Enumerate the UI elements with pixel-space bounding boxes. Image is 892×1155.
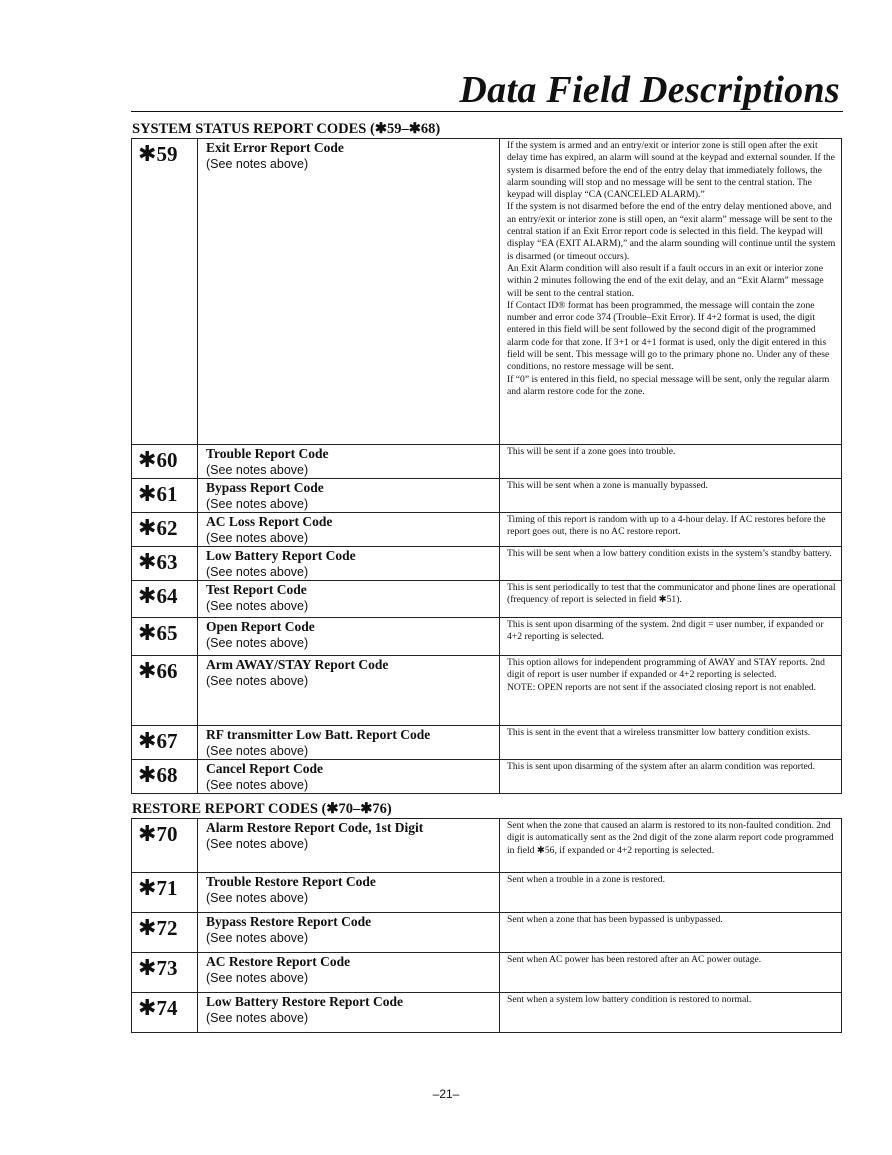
field-cell xyxy=(132,139,198,445)
table-row xyxy=(132,760,842,794)
field-number-value: 59 xyxy=(156,142,178,166)
asterisk-icon: ✱ xyxy=(138,447,157,472)
system-status-table xyxy=(131,138,842,794)
table-row xyxy=(132,656,842,726)
field-cell xyxy=(132,618,198,656)
see-notes-label: (See notes above) xyxy=(206,971,309,985)
see-notes-label: (See notes above) xyxy=(206,744,309,758)
field-number-value: 65 xyxy=(156,621,178,645)
description-text xyxy=(500,656,841,696)
field-number-value: 72 xyxy=(156,916,178,940)
field-cell xyxy=(132,760,198,794)
table-row xyxy=(132,993,842,1033)
description-text xyxy=(500,819,841,859)
name-cell xyxy=(198,581,500,618)
field-number-value: 67 xyxy=(156,729,178,753)
see-notes-label: (See notes above) xyxy=(206,674,309,688)
report-code-name: Trouble Restore Report Code xyxy=(206,874,376,889)
description-text xyxy=(500,913,841,928)
description-text xyxy=(500,726,841,741)
description-paragraph: This is sent periodically to test that the communicator and phone lines are operational (frequency of report is selected in field ✱51). xyxy=(507,582,836,606)
description-paragraph: This is sent upon disarming of the system after an alarm condition was reported. xyxy=(507,761,815,772)
description-cell xyxy=(500,656,842,726)
description-paragraph: Sent when a trouble in a zone is restored. xyxy=(507,874,665,885)
description-cell xyxy=(500,913,842,953)
field-number-value: 61 xyxy=(156,482,178,506)
field-number-value: 66 xyxy=(156,659,178,683)
name-cell xyxy=(198,547,500,581)
description-text xyxy=(500,479,841,494)
field-cell xyxy=(132,581,198,618)
asterisk-icon: ✱ xyxy=(138,583,157,608)
table-row xyxy=(132,618,842,656)
field-cell xyxy=(132,913,198,953)
field-number-value: 74 xyxy=(156,996,178,1020)
asterisk-icon: ✱ xyxy=(138,762,157,787)
description-paragraph: If the system is armed and an entry/exit or interior zone is still open after the exit delay time has expired, an alarm will sound at the keypad and external sounder. If the system is disarmed before the end of the entry delay that immediately follows, the alarm sounding will stop and no message will be sent to the central station. The keypad will display “CA (CANCELED ALARM).” xyxy=(507,140,835,201)
field-number xyxy=(132,581,197,608)
table-row xyxy=(132,547,842,581)
table-row xyxy=(132,873,842,913)
field-cell xyxy=(132,873,198,913)
description-text xyxy=(500,993,841,1008)
report-code-name: AC Restore Report Code xyxy=(206,954,351,969)
description-text xyxy=(500,445,841,460)
description-paragraph: If Contact ID® format has been programmed, the message will contain the zone number and error code 374 (Trouble–Exit Error). If 4+2 format is used, the digit entered in this field will be sent followed by the second digit of the programmed alarm code for that zone. If 3+1 or 4+1 format is used, only the digit entered in this field will be sent. This message will go to the primary phone no. Under any of these conditions, no restore message will be sent. xyxy=(507,299,830,373)
table-row xyxy=(132,913,842,953)
description-text xyxy=(500,618,841,646)
system-status-table-body xyxy=(132,139,842,794)
restore-heading: RESTORE REPORT CODES (✱70–✱76) xyxy=(132,801,392,817)
description-paragraph: Sent when AC power has been restored after an AC power outage. xyxy=(507,954,762,965)
field-cell xyxy=(132,445,198,479)
restore-table xyxy=(131,818,842,1033)
description-paragraph: Sent when the zone that caused an alarm is restored to its non-faulted condition. 2nd digit is automatically sent as the 2nd digit of the zone alarm report code programmed in field ✱56, if expanded or 4+2 reporting is selected. xyxy=(507,820,834,856)
asterisk-icon: ✱ xyxy=(138,915,157,940)
description-cell xyxy=(500,618,842,656)
table-row xyxy=(132,513,842,547)
see-notes-label: (See notes above) xyxy=(206,636,309,650)
description-paragraph: This is sent upon disarming of the system. 2nd digit = user number, if expanded or 4+2 reporting is selected. xyxy=(507,619,824,643)
field-number-value: 63 xyxy=(156,550,178,574)
description-paragraph: Sent when a zone that has been bypassed is unbypassed. xyxy=(507,914,723,925)
see-notes-label: (See notes above) xyxy=(206,931,309,945)
field-number xyxy=(132,873,197,900)
field-number xyxy=(132,726,197,753)
description-text xyxy=(500,513,841,541)
description-cell xyxy=(500,445,842,479)
report-code-name: Open Report Code xyxy=(206,619,315,634)
description-text xyxy=(500,760,841,775)
description-cell xyxy=(500,993,842,1033)
asterisk-icon: ✱ xyxy=(138,658,157,683)
field-number xyxy=(132,479,197,506)
field-number xyxy=(132,760,197,787)
asterisk-icon: ✱ xyxy=(138,141,157,166)
name-cell xyxy=(198,819,500,873)
description-paragraph: This will be sent if a zone goes into trouble. xyxy=(507,446,676,457)
description-cell xyxy=(500,581,842,618)
report-code-name: Arm AWAY/STAY Report Code xyxy=(206,657,389,672)
field-number xyxy=(132,656,197,683)
report-code-name: Bypass Restore Report Code xyxy=(206,914,372,929)
see-notes-label: (See notes above) xyxy=(206,157,309,171)
report-code-name: Bypass Report Code xyxy=(206,480,324,495)
field-number-value: 62 xyxy=(156,516,178,540)
table-row xyxy=(132,953,842,993)
description-paragraph: If “0” is entered in this field, no special message will be sent, only the regular alarm and alarm restore code for the zone. xyxy=(507,373,830,397)
field-number-value: 71 xyxy=(156,876,178,900)
description-cell xyxy=(500,547,842,581)
asterisk-icon: ✱ xyxy=(138,515,157,540)
description-paragraph: Sent when a system low battery condition is restored to normal. xyxy=(507,994,752,1005)
report-code-name: Low Battery Restore Report Code xyxy=(206,994,403,1009)
field-number xyxy=(132,139,197,166)
report-code-name: Trouble Report Code xyxy=(206,446,329,461)
description-text xyxy=(500,547,841,562)
table-row xyxy=(132,479,842,513)
page-number: –21– xyxy=(432,1087,460,1101)
description-cell xyxy=(500,953,842,993)
description-cell xyxy=(500,479,842,513)
description-cell xyxy=(500,819,842,873)
see-notes-label: (See notes above) xyxy=(206,599,309,613)
report-code-name: Alarm Restore Report Code, 1st Digit xyxy=(206,820,424,835)
description-cell xyxy=(500,760,842,794)
name-cell xyxy=(198,760,500,794)
report-code-name: Exit Error Report Code xyxy=(206,140,344,155)
field-cell xyxy=(132,656,198,726)
name-cell xyxy=(198,993,500,1033)
see-notes-label: (See notes above) xyxy=(206,565,309,579)
system-status-heading: SYSTEM STATUS REPORT CODES (✱59–✱68) xyxy=(132,121,441,137)
see-notes-label: (See notes above) xyxy=(206,463,309,477)
description-text xyxy=(500,581,841,609)
table-row xyxy=(132,445,842,479)
title-divider xyxy=(131,111,843,112)
report-code-name: Test Report Code xyxy=(206,582,307,597)
field-cell xyxy=(132,513,198,547)
field-number-value: 73 xyxy=(156,956,178,980)
name-cell xyxy=(198,953,500,993)
description-paragraph: NOTE: OPEN reports are not sent if the associated closing report is not enabled. xyxy=(507,681,817,693)
table-row xyxy=(132,139,842,445)
description-paragraph: If the system is not disarmed before the end of the entry delay mentioned above, and an entry/exit or interior zone is still open, an “exit alarm” message will be sent to the central station if an Exit Error report code is selected in this field. The keypad will display “EA (EXIT ALARM),” and the alarm sounding will continue until the system is disarmed (or timeout occurs). xyxy=(507,201,836,262)
name-cell xyxy=(198,913,500,953)
field-number xyxy=(132,913,197,940)
description-text xyxy=(500,873,841,888)
description-paragraph: This is sent in the event that a wireless transmitter low battery condition exists. xyxy=(507,727,811,738)
field-cell xyxy=(132,993,198,1033)
asterisk-icon: ✱ xyxy=(138,620,157,645)
page-title: Data Field Descriptions xyxy=(459,69,840,111)
description-cell xyxy=(500,726,842,760)
report-code-name: Low Battery Report Code xyxy=(206,548,356,563)
name-cell xyxy=(198,656,500,726)
name-cell xyxy=(198,445,500,479)
description-paragraph: An Exit Alarm condition will also result if a fault occurs in an exit or interior zone within 2 minutes following the end of the exit delay, and an “Exit Alarm” message will be sent to the central station. xyxy=(507,262,824,299)
report-code-name: Cancel Report Code xyxy=(206,761,323,776)
field-number-value: 68 xyxy=(156,763,178,787)
name-cell xyxy=(198,139,500,445)
asterisk-icon: ✱ xyxy=(138,481,157,506)
field-number xyxy=(132,819,197,846)
field-number xyxy=(132,547,197,574)
table-row xyxy=(132,819,842,873)
field-cell xyxy=(132,547,198,581)
see-notes-label: (See notes above) xyxy=(206,778,309,792)
description-paragraph: This will be sent when a zone is manually bypassed. xyxy=(507,480,708,491)
table-row xyxy=(132,581,842,618)
report-code-name: AC Loss Report Code xyxy=(206,514,333,529)
report-code-name: RF transmitter Low Batt. Report Code xyxy=(206,727,431,742)
description-cell xyxy=(500,139,842,445)
see-notes-label: (See notes above) xyxy=(206,497,309,511)
asterisk-icon: ✱ xyxy=(138,875,157,900)
see-notes-label: (See notes above) xyxy=(206,1011,309,1025)
field-cell xyxy=(132,953,198,993)
name-cell xyxy=(198,479,500,513)
asterisk-icon: ✱ xyxy=(138,821,157,846)
field-number-value: 60 xyxy=(156,448,178,472)
field-number-value: 70 xyxy=(156,822,178,846)
field-number-value: 64 xyxy=(156,584,178,608)
name-cell xyxy=(198,618,500,656)
name-cell xyxy=(198,726,500,760)
restore-table-body xyxy=(132,819,842,1033)
description-text xyxy=(500,139,841,400)
field-number xyxy=(132,993,197,1020)
description-paragraph: This will be sent when a low battery condition exists in the system’s standby battery. xyxy=(507,548,832,559)
field-number xyxy=(132,445,197,472)
field-cell xyxy=(132,819,198,873)
description-paragraph: This option allows for independent programming of AWAY and STAY reports. 2nd digit of report is user number if expanded or 4+2 reporting is selected. xyxy=(507,657,825,681)
field-cell xyxy=(132,726,198,760)
see-notes-label: (See notes above) xyxy=(206,837,309,851)
description-paragraph: Timing of this report is random with up to a 4-hour delay. If AC restores before the report goes out, there is no AC restore report. xyxy=(507,514,826,538)
table-row xyxy=(132,726,842,760)
asterisk-icon: ✱ xyxy=(138,995,157,1020)
field-number xyxy=(132,618,197,645)
name-cell xyxy=(198,513,500,547)
asterisk-icon: ✱ xyxy=(138,728,157,753)
see-notes-label: (See notes above) xyxy=(206,891,309,905)
name-cell xyxy=(198,873,500,913)
asterisk-icon: ✱ xyxy=(138,549,157,574)
field-number xyxy=(132,513,197,540)
description-cell xyxy=(500,873,842,913)
asterisk-icon: ✱ xyxy=(138,955,157,980)
field-cell xyxy=(132,479,198,513)
field-number xyxy=(132,953,197,980)
see-notes-label: (See notes above) xyxy=(206,531,309,545)
description-cell xyxy=(500,513,842,547)
description-text xyxy=(500,953,841,968)
